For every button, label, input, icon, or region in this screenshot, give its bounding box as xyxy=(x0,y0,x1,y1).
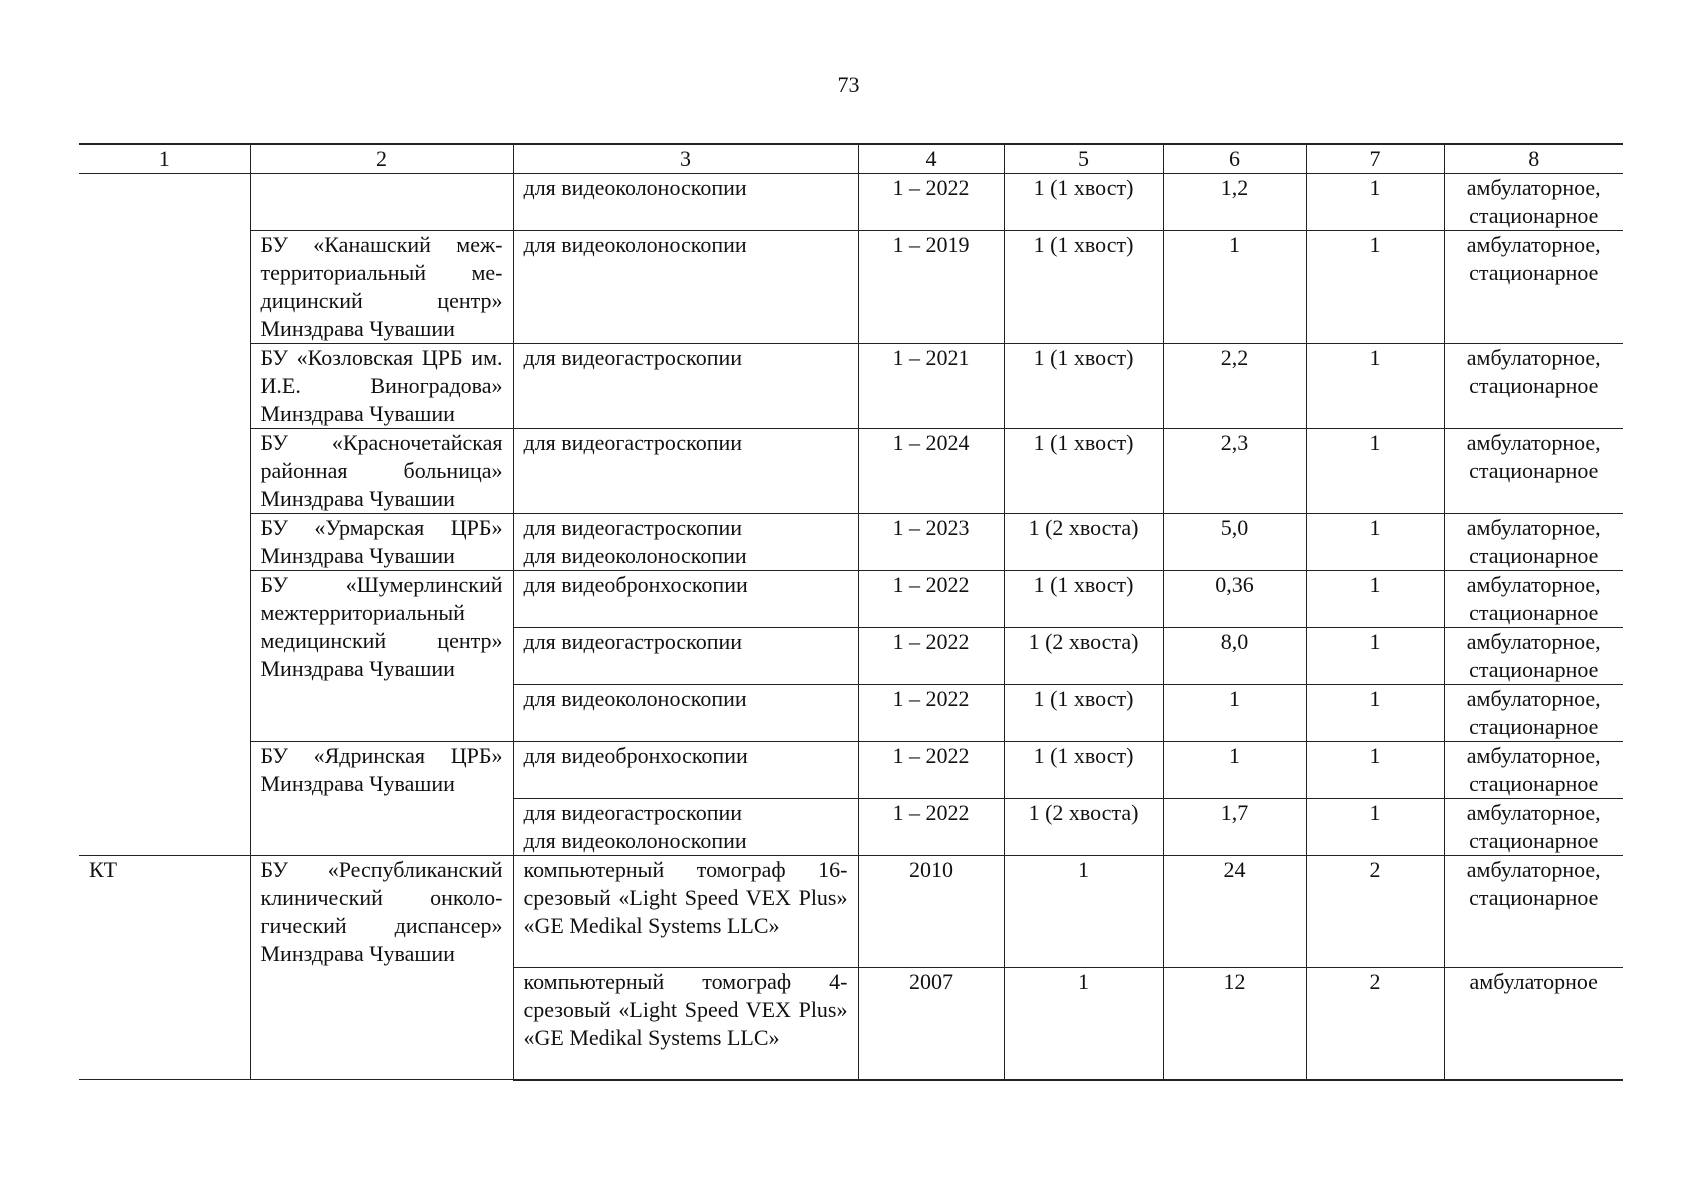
org-cell: БУ «Красночетайская районная больница» Минздрава Чувашии xyxy=(250,429,513,514)
equipment-cell: для видеогастроскопии xyxy=(513,628,858,685)
table-row xyxy=(79,514,1623,571)
load-cell: 5,0 xyxy=(1163,514,1306,571)
equipment-cell: для видеобронхоскопии xyxy=(513,571,858,628)
header-row xyxy=(79,144,1623,174)
equipment-cell: для видеогастроскопии xyxy=(513,429,858,514)
org-cell xyxy=(250,174,513,231)
header-col-3: 3 xyxy=(513,144,858,174)
year-cell: 1 – 2022 xyxy=(858,799,1004,856)
equipment-cell: для видеобронхоскопии xyxy=(513,742,858,799)
shifts-cell: 1 xyxy=(1306,514,1444,571)
year-cell: 1 – 2022 xyxy=(858,628,1004,685)
equipment-cell: для видеоколоноскопии xyxy=(513,685,858,742)
header-col-4: 4 xyxy=(858,144,1004,174)
care-cell: амбулаторное, стационарное xyxy=(1444,344,1623,429)
year-cell: 1 – 2019 xyxy=(858,231,1004,344)
load-cell: 12 xyxy=(1163,968,1306,1080)
care-cell: амбулаторное, стационарное xyxy=(1444,799,1623,856)
shifts-cell: 1 xyxy=(1306,429,1444,514)
load-cell: 1,2 xyxy=(1163,174,1306,231)
header-col-2: 2 xyxy=(250,144,513,174)
org-cell: БУ «Шумерлинский межтерриториальный медицинский центр» Минздрава Чувашии xyxy=(250,571,513,742)
equipment-line: для видеоколоноскопии xyxy=(523,543,747,568)
load-cell: 1,7 xyxy=(1163,799,1306,856)
table-row xyxy=(79,174,1623,231)
equipment-table xyxy=(79,143,1623,1081)
header-col-6: 6 xyxy=(1163,144,1306,174)
count-cell: 1 (1 хвост) xyxy=(1004,344,1163,429)
equipment-cell: компьютерный томограф 16-срезовый «Light Speed VEX Plus» «GE Medikal Systems LLC» xyxy=(513,856,858,968)
table-row xyxy=(79,742,1623,799)
load-cell: 24 xyxy=(1163,856,1306,968)
shifts-cell: 2 xyxy=(1306,856,1444,968)
load-cell: 2,2 xyxy=(1163,344,1306,429)
shifts-cell: 1 xyxy=(1306,344,1444,429)
care-cell: амбулаторное, стационарное xyxy=(1444,231,1623,344)
org-cell: БУ «Козловская ЦРБ им. И.Е. Виноградова» Минздрава Чувашии xyxy=(250,344,513,429)
header-col-1: 1 xyxy=(79,144,250,174)
equipment-line: для видеогастроскопии xyxy=(523,800,743,825)
count-cell: 1 (1 хвост) xyxy=(1004,429,1163,514)
count-cell: 1 (1 хвост) xyxy=(1004,174,1163,231)
header-col-7: 7 xyxy=(1306,144,1444,174)
equipment-cell xyxy=(513,799,858,856)
load-cell: 0,36 xyxy=(1163,571,1306,628)
care-cell: амбулаторное, стационарное xyxy=(1444,514,1623,571)
equipment-cell: компьютерный томограф 4-срезовый «Light Speed VEX Plus» «GE Medikal Systems LLC» xyxy=(513,968,858,1080)
header-col-5: 5 xyxy=(1004,144,1163,174)
year-cell: 2007 xyxy=(858,968,1004,1080)
shifts-cell: 1 xyxy=(1306,628,1444,685)
shifts-cell: 1 xyxy=(1306,742,1444,799)
care-cell: амбулаторное xyxy=(1444,968,1623,1080)
equipment-line: для видеогастроскопии xyxy=(523,515,743,540)
org-cell: БУ «Республиканский клинический онколо-гический диспансер» Минздрава Чувашии xyxy=(250,856,513,1080)
count-cell: 1 (1 хвост) xyxy=(1004,685,1163,742)
count-cell: 1 (1 хвост) xyxy=(1004,742,1163,799)
year-cell: 1 – 2021 xyxy=(858,344,1004,429)
shifts-cell: 1 xyxy=(1306,685,1444,742)
equipment-cell: для видеогастроскопии xyxy=(513,344,858,429)
shifts-cell: 1 xyxy=(1306,571,1444,628)
table-row xyxy=(79,571,1623,628)
load-cell: 1 xyxy=(1163,685,1306,742)
year-cell: 2010 xyxy=(858,856,1004,968)
count-cell: 1 (2 хвоста) xyxy=(1004,628,1163,685)
care-cell: амбулаторное, стационарное xyxy=(1444,571,1623,628)
load-cell: 2,3 xyxy=(1163,429,1306,514)
count-cell: 1 (1 хвост) xyxy=(1004,231,1163,344)
care-cell: амбулаторное, стационарное xyxy=(1444,628,1623,685)
load-cell: 1 xyxy=(1163,231,1306,344)
year-cell: 1 – 2023 xyxy=(858,514,1004,571)
shifts-cell: 1 xyxy=(1306,231,1444,344)
shifts-cell: 2 xyxy=(1306,968,1444,1080)
org-cell: БУ «Урмарская ЦРБ» Минздрава Чувашии xyxy=(250,514,513,571)
count-cell: 1 xyxy=(1004,968,1163,1080)
year-cell: 1 – 2024 xyxy=(858,429,1004,514)
table-row xyxy=(79,344,1623,429)
category-cell: КТ xyxy=(79,856,250,1080)
header-col-8: 8 xyxy=(1444,144,1623,174)
equipment-cell xyxy=(513,514,858,571)
count-cell: 1 (2 хвоста) xyxy=(1004,514,1163,571)
load-cell: 1 xyxy=(1163,742,1306,799)
page-number: 73 xyxy=(837,72,860,97)
equipment-line: для видеоколоноскопии xyxy=(523,828,747,853)
care-cell: амбулаторное, стационарное xyxy=(1444,174,1623,231)
equipment-cell: для видеоколоноскопии xyxy=(513,174,858,231)
table-row xyxy=(79,429,1623,514)
count-cell: 1 (2 хвоста) xyxy=(1004,799,1163,856)
care-cell: амбулаторное, стационарное xyxy=(1444,429,1623,514)
year-cell: 1 – 2022 xyxy=(858,571,1004,628)
equipment-cell: для видеоколоноскопии xyxy=(513,231,858,344)
shifts-cell: 1 xyxy=(1306,174,1444,231)
year-cell: 1 – 2022 xyxy=(858,174,1004,231)
count-cell: 1 (1 хвост) xyxy=(1004,571,1163,628)
year-cell: 1 – 2022 xyxy=(858,742,1004,799)
count-cell: 1 xyxy=(1004,856,1163,968)
org-cell: БУ «Ядринская ЦРБ» Минздрава Чувашии xyxy=(250,742,513,856)
table-row xyxy=(79,231,1623,344)
care-cell: амбулаторное, стационарное xyxy=(1444,856,1623,968)
table-row xyxy=(79,856,1623,968)
care-cell: амбулаторное, стационарное xyxy=(1444,685,1623,742)
org-cell: БУ «Канашский меж-территориальный ме-дицинский центр» Минздрава Чувашии xyxy=(250,231,513,344)
care-cell: амбулаторное, стационарное xyxy=(1444,742,1623,799)
category-cell xyxy=(79,174,250,856)
year-cell: 1 – 2022 xyxy=(858,685,1004,742)
shifts-cell: 1 xyxy=(1306,799,1444,856)
load-cell: 8,0 xyxy=(1163,628,1306,685)
